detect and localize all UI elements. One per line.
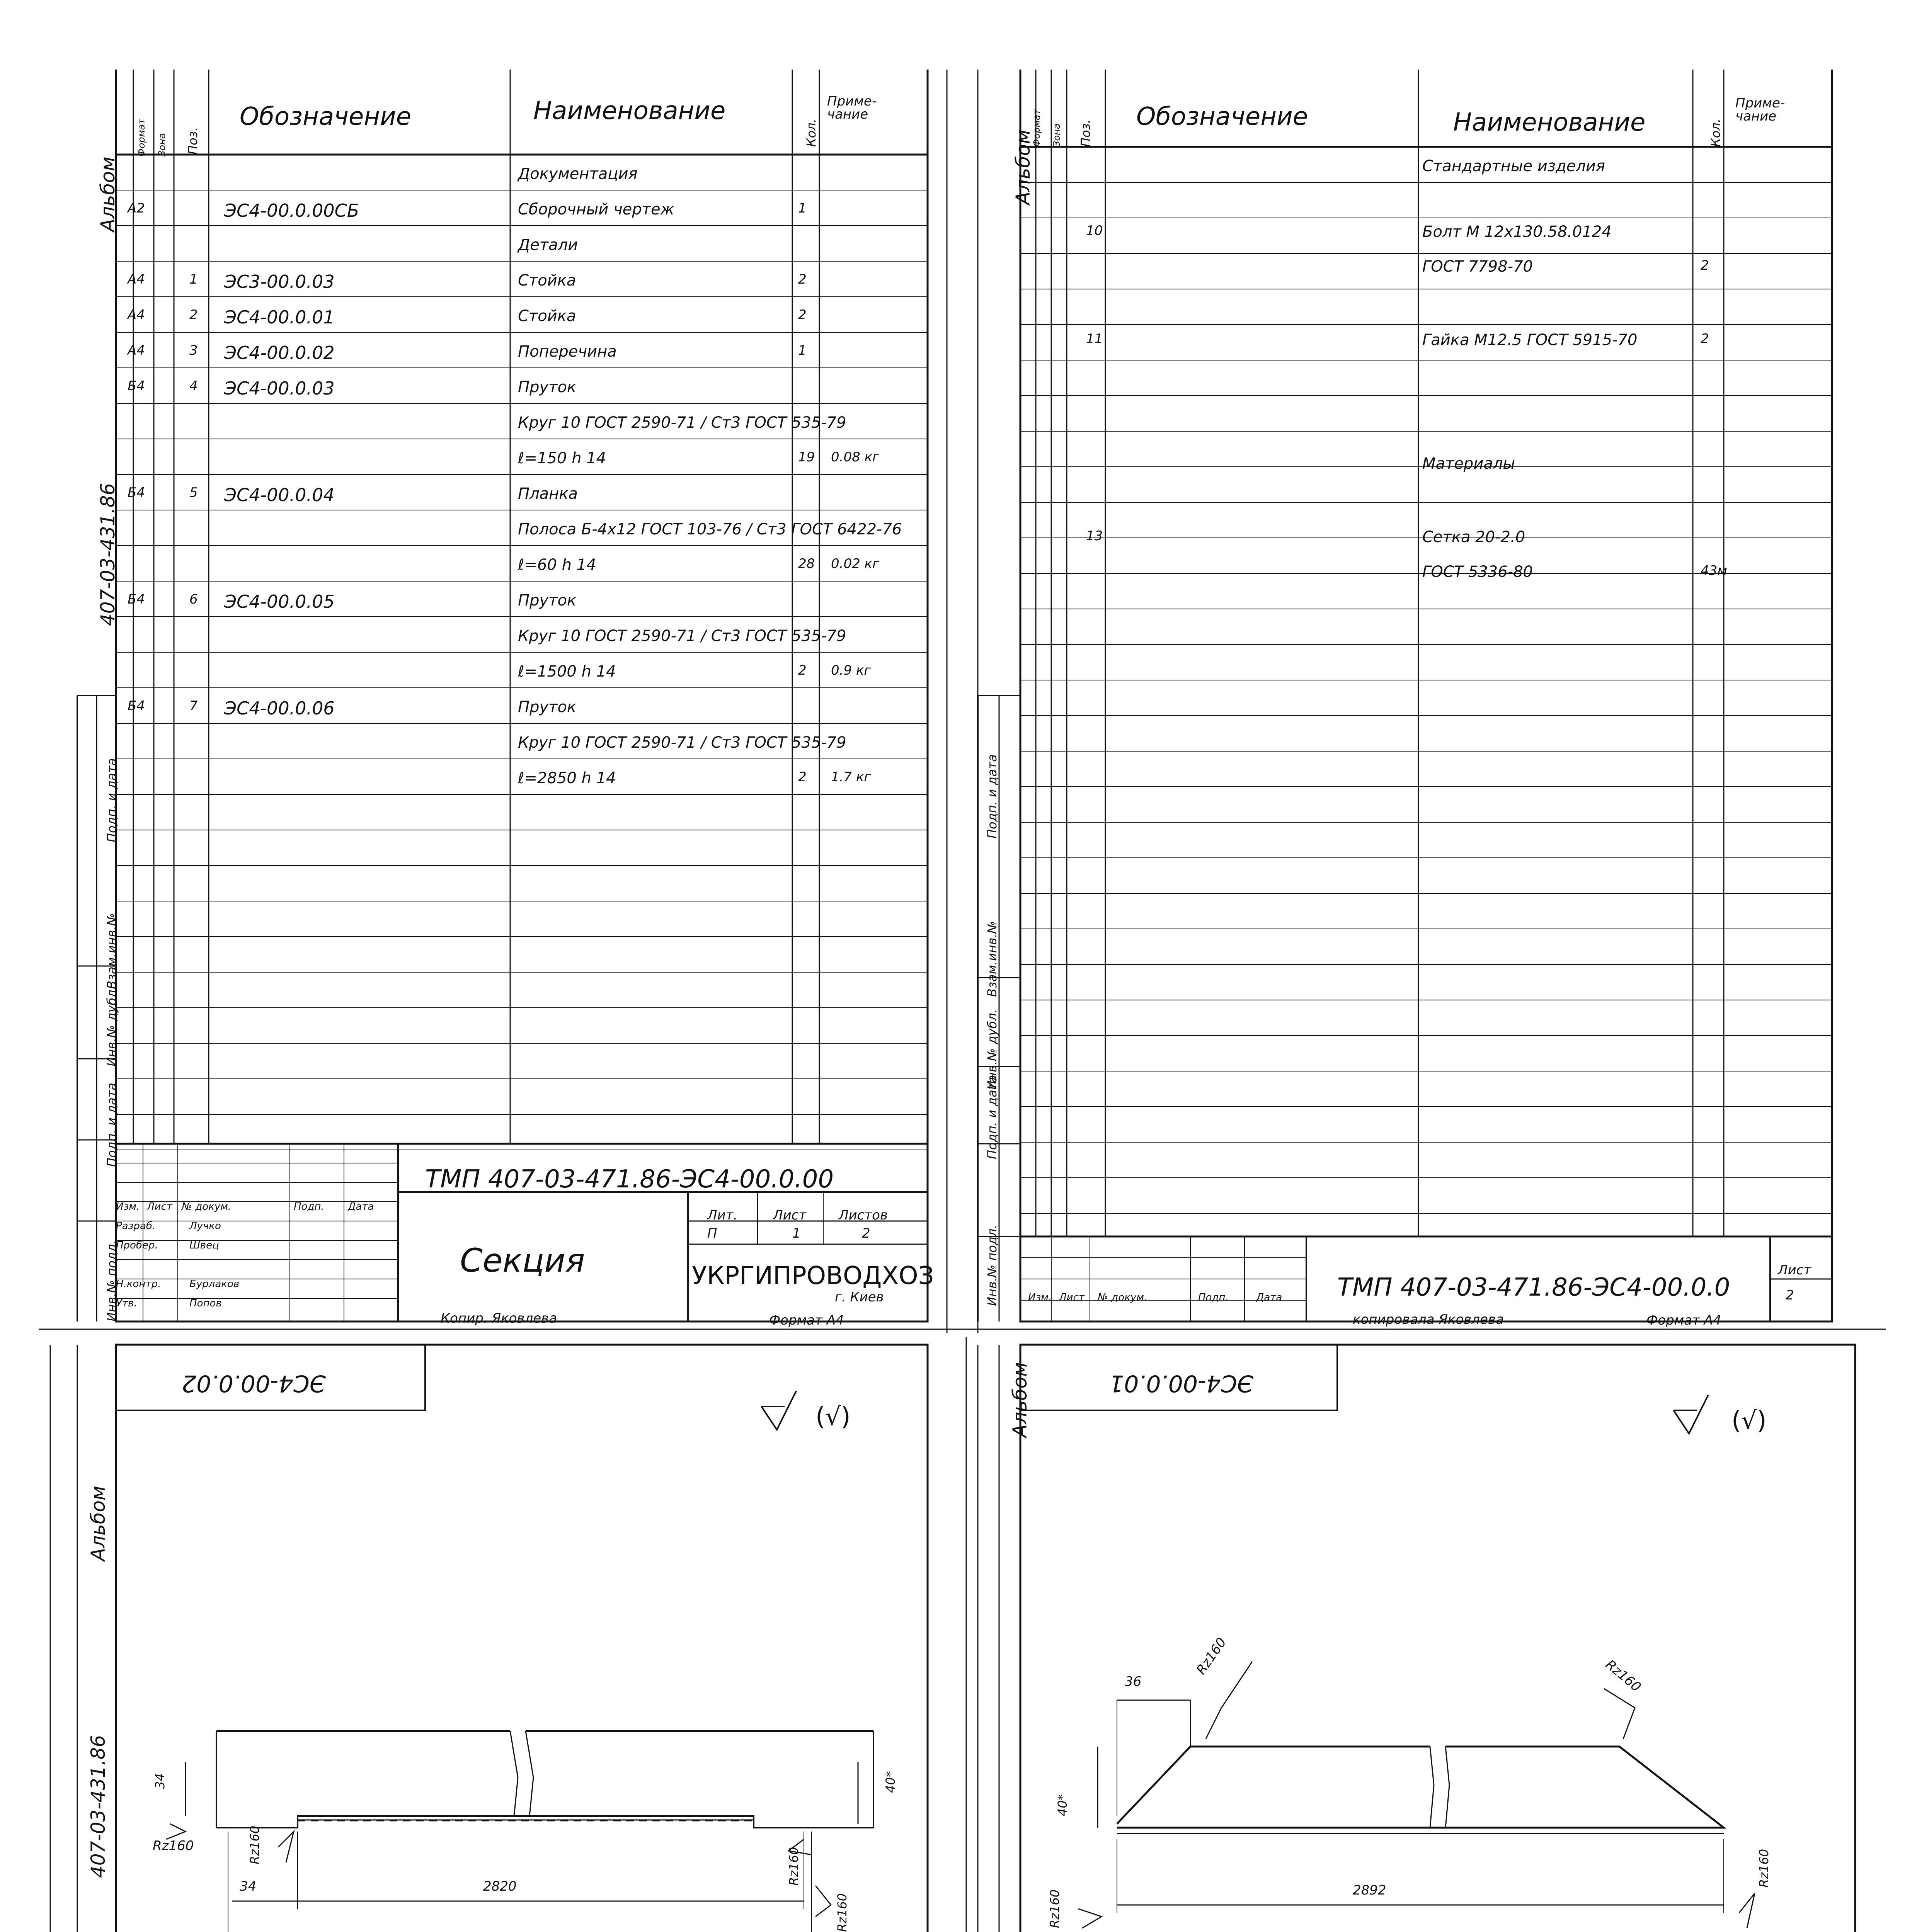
stamp2-head-cell: № докум.	[1098, 1292, 1147, 1303]
spec1-row-format: Б4	[128, 378, 145, 394]
spec1-row-format: А2	[128, 201, 145, 216]
stamp1-head-cell: Подп.	[294, 1201, 324, 1213]
stamp1-sheet-label: Лист	[773, 1208, 807, 1223]
roughness-symbol-4	[1674, 1395, 1708, 1434]
spec1-row-name: Круг 10 ГОСТ 2590-71 / Ст3 ГОСТ 535-79	[518, 627, 846, 645]
rz-label-4b: Rz160	[1602, 1656, 1644, 1695]
spec1-row-pos: 5	[189, 485, 198, 500]
stamp2-sheet-value: 2	[1786, 1287, 1794, 1303]
spec1-row-name: Детали	[518, 236, 578, 254]
stamp2-head-cell: Изм.	[1028, 1292, 1052, 1303]
col-head-note: Приме-чание	[827, 94, 877, 122]
flipped-designation-3: ЭС4-00.0.02	[182, 1370, 326, 1397]
rz-label-3d: Rz160	[787, 1847, 801, 1886]
spec1-row-name: Круг 10 ГОСТ 2590-71 / Ст3 ГОСТ 535-79	[518, 414, 846, 432]
spec1-row-pos: 7	[189, 698, 198, 714]
spec1-row-format: А4	[128, 307, 145, 323]
rz3-mark-b	[278, 1832, 294, 1862]
album-label-4: Альбом	[1009, 1362, 1031, 1437]
spec1-row-note: 0.08 кг	[831, 449, 879, 465]
roughness-symbol-3	[761, 1391, 796, 1430]
stamp1-city: г. Киев	[835, 1289, 884, 1305]
spec2-row-qty: 2	[1701, 331, 1709, 347]
spec1-row-name: Пруток	[518, 592, 577, 609]
side-label-3: Инв.№ дубл.	[104, 986, 119, 1066]
spec1-row-name: Пруток	[518, 378, 577, 396]
album-label-3: Альбом	[87, 1486, 109, 1561]
spec1-row-name: ℓ=2850 h 14	[518, 769, 616, 787]
spec1-row-pos: 4	[189, 378, 198, 394]
spec1-row-qty: 2	[798, 663, 807, 678]
col2-head-note: Приме-чание	[1735, 95, 1785, 124]
spec1-row-format: Б4	[128, 698, 145, 714]
rz4-mark-b	[1604, 1689, 1635, 1739]
stamp1-head-cell: Изм.	[116, 1201, 140, 1213]
spec1-row-name: Пруток	[518, 698, 577, 716]
spec1-row-name: Планка	[518, 485, 578, 503]
spec1-row-pos: 2	[189, 307, 198, 323]
spec1-row-format: Б4	[128, 592, 145, 607]
part3-bottom-edge	[216, 1816, 873, 1828]
album-code-3: 407-03-431.86	[87, 1735, 109, 1878]
spec1-row-name: Поперечина	[518, 343, 617, 361]
spec1-row-qty: 2	[798, 769, 807, 785]
spec1-row-qty: 28	[798, 556, 815, 571]
album-code: 407-03-431.86	[97, 483, 119, 626]
spec1-row-designation: ЭС4-00.0.02	[224, 342, 335, 363]
spec2-row-name: Стандартные изделия	[1422, 157, 1605, 175]
side-label-4: Подп. и дата	[104, 1083, 119, 1167]
dim-2820: 2820	[483, 1879, 517, 1894]
flipped-designation-4: ЭС4-00.0.01	[1109, 1370, 1253, 1397]
dim-34-horizontal: 34	[240, 1879, 257, 1894]
part3-ends	[216, 1731, 873, 1828]
rz-label-3a: Rz160	[153, 1838, 194, 1854]
stamp1-lit-value: П	[707, 1226, 717, 1241]
col2-head-format: Формат	[1031, 109, 1042, 147]
stamp1-sheets-value: 2	[862, 1226, 870, 1241]
stamp2-head-cell: Лист	[1059, 1292, 1084, 1303]
stamp1-role: Н.контр.	[116, 1278, 161, 1290]
rz-label-4c: Rz160	[1047, 1889, 1062, 1928]
spec1-row-qty: 2	[798, 272, 807, 287]
rz-label-4d: Rz160	[1757, 1849, 1771, 1888]
spec1-row-name: Полоса Б-4х12 ГОСТ 103-76 / Ст3 ГОСТ 6422-76	[518, 520, 902, 538]
rz-label-3e: Rz160	[835, 1893, 850, 1932]
col-head-zone: Зона	[157, 133, 167, 156]
col2-head-name: Наименование	[1453, 108, 1646, 137]
stamp1-person: Попов	[189, 1298, 222, 1309]
spec2-row-name: Гайка М12.5 ГОСТ 5915-70	[1422, 331, 1638, 349]
sheet3-frame	[116, 1345, 928, 1932]
stamp2-head-cell: Подп.	[1198, 1292, 1229, 1303]
spec1-row-note: 0.9 кг	[831, 663, 871, 678]
spec1-row-format: А4	[128, 272, 145, 287]
rz-label-4a: Rz160	[1193, 1635, 1230, 1678]
spec2-row-name: ГОСТ 5336-80	[1422, 563, 1533, 581]
spec1-row-name: ℓ=60 h 14	[518, 556, 596, 574]
side-label-2-2: Взам.инв.№	[985, 921, 999, 997]
col-head-designation: Обозначение	[240, 102, 412, 131]
stamp2-sheet-label: Лист	[1778, 1262, 1811, 1278]
stamp1-org: УКРГИПРОВОДХОЗ	[692, 1262, 934, 1290]
album-label-2: Альбом	[1012, 129, 1034, 205]
col-head-name: Наименование	[533, 97, 726, 125]
format-1: Формат А4	[769, 1313, 844, 1328]
col-head-pos: Поз.	[186, 127, 200, 155]
stamp1-role: Утв.	[116, 1298, 137, 1309]
spec1-row-format: Б4	[128, 485, 145, 500]
spec1-row-pos: 3	[189, 343, 198, 358]
dim-36: 36	[1125, 1674, 1142, 1689]
spec2-row-pos: 11	[1086, 331, 1103, 347]
spec1-row-name: Круг 10 ГОСТ 2590-71 / Ст3 ГОСТ 535-79	[518, 734, 846, 752]
spec1-row-name: Стойка	[518, 307, 576, 325]
col-head-qty: Кол.	[804, 119, 819, 147]
stamp1-role: Разраб.	[116, 1220, 156, 1232]
rz4-mark-d	[1739, 1893, 1755, 1928]
spec1-row-note: 1.7 кг	[831, 769, 871, 785]
spec1-row-format: А4	[128, 343, 145, 358]
stamp1-person: Лучко	[189, 1220, 221, 1232]
format-2: Формат А4	[1646, 1313, 1721, 1328]
stamp1-person: Швец	[189, 1240, 219, 1251]
album-label: Альбом	[97, 156, 119, 232]
spec1-row-qty: 2	[798, 307, 807, 323]
stamp2-code: ТМП 407-03-471.86-ЭС4-00.0.0	[1337, 1273, 1730, 1302]
col2-head-zone: Зона	[1051, 123, 1062, 147]
spec1-row-qty: 1	[798, 343, 807, 358]
side-label-2-4: Подп. и дата	[985, 1075, 999, 1159]
spec1-row-qty: 1	[798, 201, 807, 216]
roughness-note-4: (√)	[1731, 1406, 1767, 1435]
spec2-row-name: Материалы	[1422, 455, 1515, 473]
sheet4-frame	[1020, 1345, 1855, 1932]
part3-break	[510, 1731, 533, 1816]
rz3-mark-e	[815, 1886, 831, 1917]
rz4-mark-a	[1206, 1662, 1252, 1739]
dim-40-vertical: 40*	[883, 1771, 898, 1793]
rz4-mark-c	[1078, 1909, 1102, 1928]
stamp2-head-cell: Дата	[1256, 1292, 1282, 1303]
spec1-row-name: Документация	[518, 165, 638, 183]
spec2-row-pos: 13	[1086, 528, 1103, 544]
stamp1-head-cell: Дата	[348, 1201, 374, 1213]
spec1-row-designation: ЭС4-00.0.04	[224, 485, 335, 505]
spec1-row-name: ℓ=150 h 14	[518, 449, 606, 467]
spec1-row-name: ℓ=1500 h 14	[518, 663, 616, 680]
dim-40-vertical-4: 40*	[1055, 1794, 1070, 1816]
stamp1-person: Бурлаков	[189, 1278, 240, 1290]
col2-head-designation: Обозначение	[1136, 102, 1308, 131]
spec1-row-pos: 1	[189, 272, 198, 287]
spec1-row-designation: ЭС4-00.0.01	[224, 307, 335, 328]
dim-2892: 2892	[1353, 1883, 1386, 1898]
side-label-2-1: Подп. и дата	[985, 754, 999, 838]
stamp1-role: Пробер.	[116, 1240, 158, 1251]
stamp1-title: Секция	[460, 1242, 585, 1279]
side-label-2-3: Инв.№ дубл.	[985, 1009, 999, 1090]
spec2-row-name: Сетка 20-2.0	[1422, 528, 1525, 546]
stamp1-sheets-label: Листов	[839, 1208, 888, 1223]
spec1-row-designation: ЭС4-00.0.00СБ	[224, 200, 359, 221]
spec1-row-pos: 6	[189, 592, 198, 607]
spec1-row-designation: ЭС4-00.0.05	[224, 591, 335, 612]
stamp1-sheet-value: 1	[792, 1226, 801, 1241]
side-label-2: Взам.инв.№	[104, 913, 119, 989]
spec2-row-name: ГОСТ 7798-70	[1422, 258, 1533, 276]
rz-label-3b: Rz160	[247, 1825, 262, 1864]
dim-34-vertical: 34	[153, 1773, 167, 1789]
spec2-row-pos: 10	[1086, 223, 1103, 238]
stamp1-code: ТМП 407-03-471.86-ЭС4-00.0.00	[425, 1165, 834, 1194]
stamp1-head-cell: Лист	[147, 1201, 172, 1213]
side-label-1: Подп. и дата	[104, 758, 119, 842]
spec1-row-designation: ЭС4-00.0.06	[224, 698, 335, 719]
spec1-row-qty: 19	[798, 449, 815, 465]
roughness-note-3: (√)	[815, 1403, 851, 1431]
part4-break	[1430, 1747, 1449, 1828]
spec2-row-name: Болт М 12х130.58.0124	[1422, 223, 1612, 241]
spec1-row-designation: ЭС4-00.0.03	[224, 378, 335, 399]
stamp1-head-cell: № докум.	[182, 1201, 232, 1213]
side-label-5: Инв.№ подл.	[104, 1240, 119, 1321]
spec2-row-qty: 2	[1701, 258, 1709, 273]
col-head-format: Формат	[136, 119, 147, 156]
rz3-mark-a	[166, 1824, 186, 1839]
copied-by-1: Копир. Яковлева	[441, 1311, 557, 1326]
spec1-row-name: Стойка	[518, 272, 576, 289]
col2-head-pos: Поз.	[1078, 119, 1093, 147]
side-label-2-5: Инв.№ подл.	[985, 1225, 999, 1306]
stamp1-lit-label: Лит.	[707, 1208, 738, 1223]
col2-head-qty: Кол.	[1708, 119, 1723, 147]
spec2-row-qty: 43м	[1701, 563, 1727, 578]
spec1-row-name: Сборочный чертеж	[518, 201, 674, 218]
copied-by-2: копировала Яковлева	[1353, 1312, 1504, 1327]
spec1-row-note: 0.02 кг	[831, 556, 879, 571]
spec1-row-designation: ЭС3-00.0.03	[224, 271, 335, 292]
part4-outline	[1117, 1747, 1724, 1828]
